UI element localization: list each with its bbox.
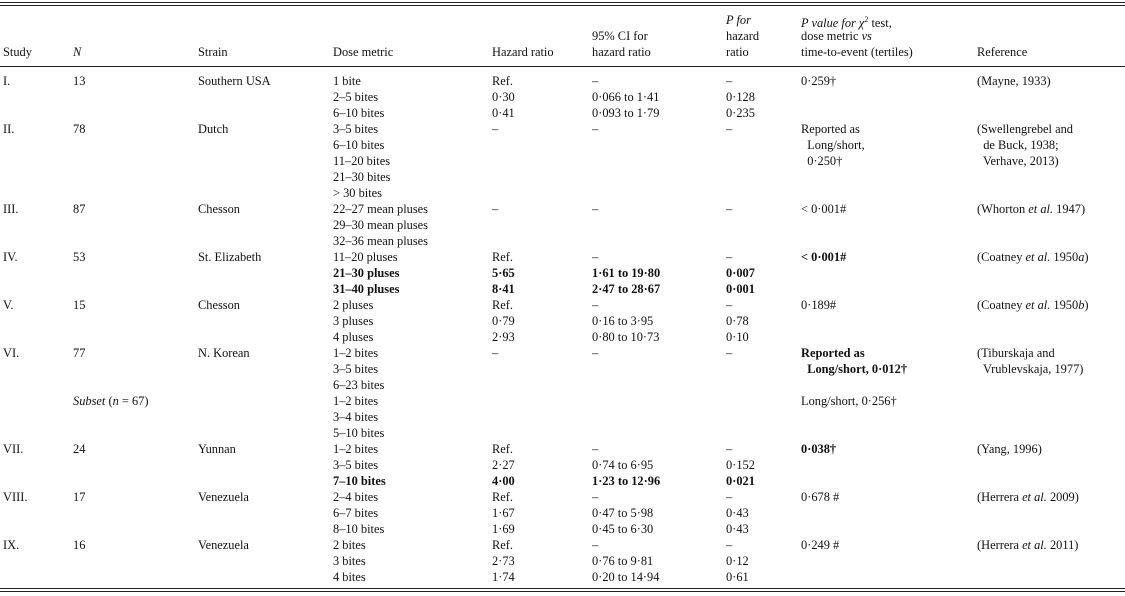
top-double-rule-a [0, 2, 1125, 3]
hr-line: – [492, 346, 499, 360]
ref-line: (Coatney et al. 1950b) [977, 298, 1089, 312]
cell-pchi [801, 249, 846, 265]
p-line: 0·12 [726, 554, 749, 569]
cell-ci [592, 201, 598, 217]
cell-ref [977, 201, 1085, 217]
p-line: – [726, 122, 733, 136]
cell-ref [977, 489, 1079, 505]
ref-line: Vrublevskaja, 1977) [977, 362, 1084, 377]
cell-strain: Chesson [198, 202, 240, 216]
cell-hr [492, 537, 515, 585]
header-p-chi-square: P value for $\chi^2$ test, dose metric vs time-to-event (tertiles) [801, 15, 913, 60]
ci-line: – [592, 490, 599, 504]
ci-line: 0·47 to 5·98 [592, 506, 654, 521]
cell-n: 78 [73, 122, 86, 136]
doses-line: 1–2 bites [333, 442, 379, 456]
cell-study: VIII. [3, 490, 28, 504]
pchi-line: Reported as [801, 122, 860, 136]
hr-line: 1·67 [492, 506, 515, 521]
header-p-hazard: P for hazard ratio [726, 13, 760, 60]
ref-line: (Swellengrebel and [977, 122, 1073, 136]
cell-hr [492, 345, 498, 361]
cell-pchi [801, 201, 846, 217]
doses-line: 29–30 mean pluses [333, 218, 428, 233]
p-line: 0·43 [726, 522, 749, 537]
hr-line: 2·93 [492, 330, 515, 345]
p-line: 0·001 [726, 282, 755, 297]
doses-line: 5–10 bites [333, 426, 385, 441]
p-line: – [726, 538, 733, 552]
p-line: 0·152 [726, 458, 755, 473]
cell-study: II. [3, 122, 15, 136]
cell-strain: Venezuela [198, 490, 249, 504]
p-line: – [726, 250, 733, 264]
ci-line: – [592, 122, 599, 136]
header-hazard-ratio: Hazard ratio [492, 45, 554, 59]
doses-line: 6–7 bites [333, 506, 379, 521]
cell-n: 53 [73, 250, 86, 264]
cell-doses [333, 73, 384, 121]
cell-strain: N. Korean [198, 346, 250, 360]
cell-p [726, 489, 749, 537]
ci-line: – [592, 442, 599, 456]
hr-line: 0·41 [492, 106, 515, 121]
cell-pchi [801, 297, 836, 313]
hr-line: – [492, 202, 499, 216]
ref-line: de Buck, 1938; [977, 138, 1059, 153]
cell-doses [333, 249, 399, 297]
ci-line: 0·093 to 1·79 [592, 106, 660, 121]
cell-ci [592, 121, 598, 137]
cell-hr [492, 121, 498, 137]
hr-line: Ref. [492, 490, 513, 504]
hr-line: Ref. [492, 442, 513, 456]
cell-pchi [801, 441, 836, 457]
ci-line: 0·066 to 1·41 [592, 90, 660, 105]
cell-strain: Venezuela [198, 538, 249, 552]
cell-hr [492, 489, 515, 537]
cell-p [726, 201, 732, 217]
p-line: – [726, 74, 733, 88]
cell-ref [977, 345, 1083, 377]
pchi-line: 0·038† [801, 442, 837, 456]
cell-strain: Southern USA [198, 74, 271, 88]
cell-doses [333, 537, 366, 585]
ref-line: (Coatney et al. 1950a) [977, 250, 1089, 264]
ref-line: (Yang, 1996) [977, 442, 1042, 456]
header-n: N [73, 45, 82, 59]
cell-doses [333, 297, 373, 345]
ref-line: (Whorton et al. 1947) [977, 202, 1086, 216]
header-reference: Reference [977, 45, 1028, 59]
doses-line: 3–5 bites [333, 362, 379, 377]
cell-ci [592, 489, 653, 537]
cell-ci [592, 441, 660, 489]
doses-line: 1–2 bites [333, 394, 379, 408]
ref-line: (Mayne, 1933) [977, 74, 1051, 88]
ref-line: (Herrera et al. 2011) [977, 538, 1079, 552]
cell-n: 24 [73, 442, 86, 456]
pchi-line: 0·259† [801, 74, 837, 88]
cell-p [726, 537, 749, 585]
cell-n: 77 [73, 346, 86, 360]
cell-hr [492, 441, 515, 489]
cell-ref [977, 441, 1042, 457]
p-line: – [726, 490, 733, 504]
doses-line: 6–10 bites [333, 138, 385, 153]
hr-line: Ref. [492, 298, 513, 312]
cell-hr [492, 297, 515, 345]
doses-line: 6–23 bites [333, 378, 385, 393]
cell-ci [592, 537, 659, 585]
header-strain: Strain [198, 45, 228, 59]
ci-line: – [592, 298, 599, 312]
p-line: 0·43 [726, 506, 749, 521]
p-line: 0·10 [726, 330, 749, 345]
header-study: Study [3, 45, 32, 59]
doses-line: > 30 bites [333, 186, 382, 201]
cell-strain: Dutch [198, 122, 229, 136]
cell-study: III. [3, 202, 19, 216]
cell-n: 87 [73, 202, 86, 216]
doses-line: 3–4 bites [333, 410, 379, 425]
cell-p [726, 297, 749, 345]
cell-pchi [801, 73, 836, 89]
p-line: 0·61 [726, 570, 749, 585]
cell-n: 16 [73, 538, 86, 552]
cell-doses [333, 345, 384, 393]
ref-line: (Herrera et al. 2009) [977, 490, 1079, 504]
doses-line: 4 bites [333, 570, 366, 585]
cell-ci [592, 73, 659, 121]
cell-n: 15 [73, 298, 86, 312]
cell-n: Subset (n = 67) [73, 394, 149, 408]
doses-line: 2 bites [333, 538, 366, 552]
ci-line: 0·74 to 6·95 [592, 458, 654, 473]
ci-line: – [592, 538, 599, 552]
header-rule [0, 66, 1125, 67]
ci-line: 0·76 to 9·81 [592, 554, 654, 569]
doses-line: 21–30 bites [333, 170, 391, 185]
p-line: 0·78 [726, 314, 749, 329]
cell-pchi [801, 537, 839, 553]
doses-line: 21–30 pluses [333, 266, 400, 281]
ref-line: Verhave, 2013) [977, 154, 1059, 169]
pchi-line: 0·189# [801, 298, 837, 312]
cell-strain: St. Elizabeth [198, 250, 262, 264]
doses-line: 7–10 bites [333, 474, 386, 489]
hr-line: 2·73 [492, 554, 515, 569]
cell-doses [333, 489, 384, 537]
hr-line: Ref. [492, 250, 513, 264]
ci-line: – [592, 346, 599, 360]
doses-line: 3 bites [333, 554, 366, 569]
pchi-line: < 0·001# [801, 202, 847, 216]
doses-line: 1 bite [333, 74, 361, 88]
cell-pchi [801, 393, 897, 409]
bottom-double-rule-b [0, 591, 1125, 592]
bottom-double-rule-a [0, 588, 1125, 589]
hr-line: 4·00 [492, 474, 515, 489]
ci-line: 1·61 to 19·80 [592, 266, 661, 281]
pchi-line: 0·250† [801, 154, 843, 169]
ref-line: (Tiburskaja and [977, 346, 1055, 360]
cell-strain: Yunnan [198, 442, 236, 456]
cell-ci [592, 345, 598, 361]
ci-line: 0·80 to 10·73 [592, 330, 660, 345]
p-line: – [726, 202, 733, 216]
cell-study: I. [3, 74, 11, 88]
cell-ref [977, 121, 1073, 169]
doses-line: 1–2 bites [333, 346, 379, 360]
ci-line: 0·45 to 6·30 [592, 522, 654, 537]
doses-line: 2 pluses [333, 298, 374, 312]
cell-ref [977, 297, 1089, 313]
p-line: 0·007 [726, 266, 755, 281]
doses-line: 4 pluses [333, 330, 374, 345]
doses-line: 32–36 mean pluses [333, 234, 428, 249]
p-line: 0·128 [726, 90, 755, 105]
p-line: 0·235 [726, 106, 755, 121]
ci-line: 2·47 to 28·67 [592, 282, 661, 297]
cell-n: 13 [73, 74, 86, 88]
cell-p [726, 249, 755, 297]
cell-ref [977, 249, 1089, 265]
pchi-line: 0·249 # [801, 538, 840, 552]
pchi-line: Long/short, [801, 138, 865, 153]
cell-hr [492, 249, 515, 297]
doses-line: 8–10 bites [333, 522, 385, 537]
doses-line: 2–4 bites [333, 490, 379, 504]
ci-line: – [592, 74, 599, 88]
hr-line: 2·27 [492, 458, 515, 473]
cell-pchi [801, 489, 839, 505]
hr-line: Ref. [492, 538, 513, 552]
doses-line: 11–20 bites [333, 154, 391, 169]
doses-line: 22–27 mean pluses [333, 202, 428, 216]
ci-line: – [592, 202, 599, 216]
cell-ref [977, 73, 1051, 89]
p-line: 0·021 [726, 474, 755, 489]
cell-strain: Chesson [198, 298, 240, 312]
cell-doses [333, 393, 384, 441]
hr-line: 8·41 [492, 282, 515, 297]
cell-ci [592, 249, 660, 297]
cell-n: 17 [73, 490, 86, 504]
pchi-line: 0·678 # [801, 490, 840, 504]
doses-line: 2–5 bites [333, 90, 379, 105]
ci-line: 1·23 to 12·96 [592, 474, 661, 489]
hr-line: 1·69 [492, 522, 515, 537]
cell-study: VI. [3, 346, 20, 360]
cell-doses [333, 441, 386, 489]
p-line: – [726, 442, 733, 456]
header-ci: 95% CI for hazard ratio [592, 29, 651, 60]
cell-hr [492, 73, 515, 121]
p-line: – [726, 346, 733, 360]
cell-study: V. [3, 298, 14, 312]
cell-p [726, 73, 755, 121]
ci-line: 0·16 to 3·95 [592, 314, 654, 329]
doses-line: 3–5 bites [333, 122, 379, 136]
cell-study: VII. [3, 442, 24, 456]
top-double-rule-b [0, 5, 1125, 6]
cell-ci [592, 297, 659, 345]
cell-study: IX. [3, 538, 20, 552]
hr-line: 1·74 [492, 570, 515, 585]
pchi-line: < 0·001# [801, 250, 847, 264]
cell-doses [333, 121, 390, 201]
pchi-line: Long/short, 0·012† [801, 362, 908, 377]
pchi-line: Reported as [801, 346, 865, 360]
hr-line: 0·30 [492, 90, 515, 105]
cell-p [726, 441, 755, 489]
p-line: – [726, 298, 733, 312]
cell-ref [977, 537, 1078, 553]
hr-line: Ref. [492, 74, 513, 88]
cell-hr [492, 201, 498, 217]
cell-doses [333, 201, 428, 249]
cell-p [726, 121, 732, 137]
cell-study: IV. [3, 250, 18, 264]
doses-line: 11–20 pluses [333, 250, 398, 264]
cell-pchi [801, 121, 865, 169]
hr-line: 0·79 [492, 314, 515, 329]
doses-line: 31–40 pluses [333, 282, 400, 297]
doses-line: 3 pluses [333, 314, 374, 329]
doses-line: 6–10 bites [333, 106, 385, 121]
doses-line: 3–5 bites [333, 458, 379, 473]
ci-line: 0·20 to 14·94 [592, 570, 660, 585]
hr-line: – [492, 122, 499, 136]
ci-line: – [592, 250, 599, 264]
hr-line: 5·65 [492, 266, 515, 281]
header-dose-metric: Dose metric [333, 45, 394, 59]
cell-pchi [801, 345, 907, 377]
pchi-line: Long/short, 0·256† [801, 394, 897, 408]
cell-p [726, 345, 732, 361]
